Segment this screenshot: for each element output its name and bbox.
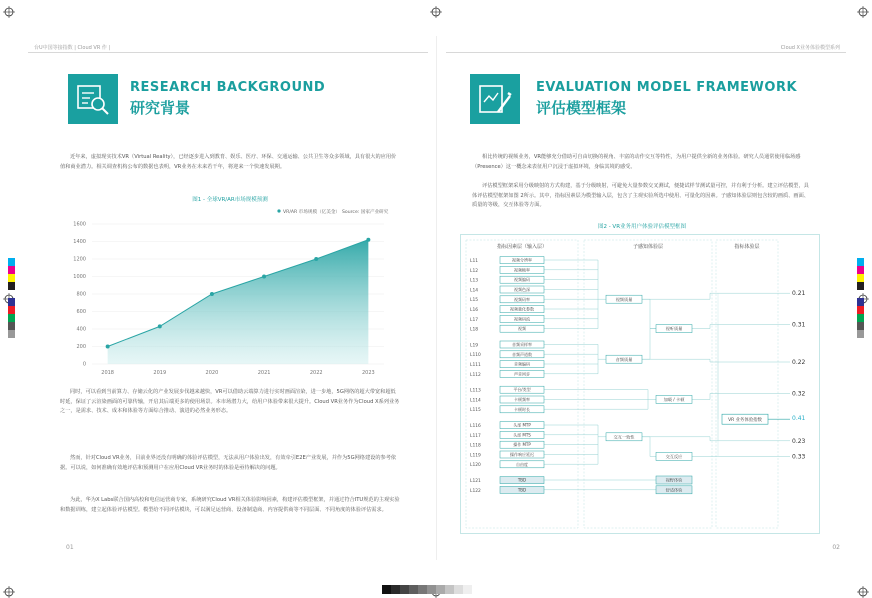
y-tick-label: 600 bbox=[76, 309, 86, 316]
factor-label: 操作响应延迟 bbox=[510, 452, 534, 457]
factor-label: 操作 MTP bbox=[513, 442, 531, 448]
page-number: 02 bbox=[832, 544, 840, 551]
header-rule bbox=[446, 52, 846, 53]
factor-label: 卡顿时长 bbox=[514, 406, 530, 412]
running-header: 台U中国等接指数 | Cloud VR 作 | bbox=[34, 45, 111, 51]
x-tick-label: 2019 bbox=[153, 370, 167, 376]
y-tick-label: 800 bbox=[76, 291, 86, 298]
sub-experience-label: 交互一致性 bbox=[613, 434, 635, 440]
connector bbox=[642, 437, 656, 457]
section-title-zh: 研究背景 bbox=[130, 99, 191, 117]
paragraph-approach: 为此，华为X Labs联合国内高校和电信运营商专家，系统研究Cloud VR相关体验影响因素，构建评估模型框架，并通过符合ITU规范的主观实验和数据训练，建立起体验评估模型。模型给不同评估模块，可以满足运营商、设备制造商、内容提供商等不同层面、不同角度的体验评估需求。 bbox=[60, 497, 400, 513]
registration-mark-icon bbox=[3, 583, 15, 595]
factor-id: L115 bbox=[470, 408, 481, 414]
figure-2-title: 图2 - VR业务用户体验评估模型框图 bbox=[597, 224, 687, 230]
x-tick-label: 2023 bbox=[361, 370, 375, 376]
factor-id: L113 bbox=[470, 388, 481, 394]
sub-experience-label: 视野体验 bbox=[665, 477, 683, 483]
market-size-chart bbox=[54, 204, 394, 379]
connector bbox=[692, 393, 790, 399]
column-header: 指标因素层（输入层） bbox=[496, 244, 548, 250]
sub-experience-label: 舒适体验 bbox=[665, 487, 683, 493]
data-point bbox=[262, 275, 266, 279]
factor-id: L13 bbox=[470, 278, 479, 284]
section-title-zh: 评估模型框架 bbox=[536, 99, 627, 117]
factor-label: 音频采样率 bbox=[512, 342, 532, 347]
y-tick-label: 1000 bbox=[73, 274, 86, 281]
factor-id: L15 bbox=[470, 298, 479, 304]
weight-value: 0.22 bbox=[792, 359, 806, 366]
factor-label: 视频量化参数 bbox=[510, 306, 534, 312]
weight-value: 0.32 bbox=[792, 390, 806, 398]
factor-label: 视频码流 bbox=[514, 316, 530, 322]
y-tick-label: 1400 bbox=[73, 239, 86, 246]
factor-id: L114 bbox=[470, 398, 481, 404]
factor-id: L16 bbox=[470, 308, 479, 313]
factor-id: L122 bbox=[470, 488, 481, 494]
factor-label: 头部 MTP bbox=[513, 422, 531, 428]
data-point bbox=[106, 345, 110, 349]
chart-source: Source: 国家产业研究 bbox=[342, 210, 389, 215]
factor-id: L118 bbox=[470, 443, 481, 449]
weight-value: 0.31 bbox=[792, 321, 806, 329]
legend-dot-icon bbox=[277, 209, 280, 212]
factor-id: L14 bbox=[470, 288, 479, 294]
factor-id: L111 bbox=[470, 363, 481, 368]
section-title-en: EVALUATION MODEL FRAMEWORK bbox=[536, 80, 798, 95]
factor-id: L17 bbox=[470, 317, 479, 323]
connector bbox=[642, 329, 656, 360]
factor-id: L121 bbox=[470, 479, 481, 484]
x-tick-label: 2018 bbox=[101, 370, 115, 376]
y-tick-label: 1600 bbox=[73, 221, 86, 228]
x-tick-label: 2021 bbox=[257, 370, 271, 376]
page-spine bbox=[436, 36, 437, 560]
data-point bbox=[314, 257, 318, 261]
weight-value: 0.21 bbox=[792, 290, 806, 298]
factor-id: L11 bbox=[470, 259, 479, 264]
figure-1-title: 图1 - 全球VR/AR市场规模预测 bbox=[192, 197, 268, 203]
sub-experience-label: 视频质量 bbox=[615, 296, 633, 302]
sub-experience-label: 视听质量 bbox=[665, 326, 683, 332]
connector bbox=[642, 299, 656, 328]
section-title-en: RESEARCH BACKGROUND bbox=[130, 80, 326, 95]
factor-label: 音频编码 bbox=[514, 361, 530, 367]
weight-value: 0.33 bbox=[792, 453, 806, 461]
factor-label: 自由度 bbox=[516, 461, 528, 467]
data-point bbox=[210, 292, 214, 296]
legend-label: VR/AR 市场规模（亿美金） bbox=[283, 210, 341, 215]
connector bbox=[692, 325, 790, 329]
research-icon bbox=[68, 74, 118, 124]
factor-label: 平台/类型 bbox=[513, 387, 531, 393]
factor-id: L119 bbox=[470, 453, 481, 459]
header-rule bbox=[28, 52, 428, 53]
factor-id: L19 bbox=[470, 343, 479, 349]
left-page bbox=[28, 36, 428, 560]
sub-experience-label: 加载 / 卡顿 bbox=[663, 397, 685, 402]
factor-label: 视频帧率 bbox=[514, 267, 530, 273]
registration-mark-icon bbox=[857, 3, 869, 15]
factor-id: L112 bbox=[470, 372, 481, 378]
sub-experience-label: 交互反应 bbox=[665, 454, 683, 459]
running-header: Cloud X业务体验模型系列 bbox=[780, 45, 840, 51]
right-page bbox=[446, 36, 846, 560]
column-header: 子感知体验层 bbox=[632, 244, 664, 250]
page-number: 01 bbox=[66, 544, 74, 551]
factor-id: L18 bbox=[470, 327, 479, 333]
evaluation-icon bbox=[470, 74, 520, 124]
registration-mark-icon bbox=[430, 3, 442, 15]
factor-id: L110 bbox=[470, 353, 481, 359]
factor-label: TBD bbox=[517, 477, 527, 483]
factor-id: L116 bbox=[470, 424, 481, 429]
factor-label: 音频声道数 bbox=[512, 351, 532, 357]
factor-id: L120 bbox=[470, 463, 481, 469]
area-fill bbox=[108, 240, 369, 364]
column-header: 指标体验层 bbox=[734, 244, 760, 250]
paragraph-intro: 近年来，虚拟现实技术VR（Virtual Reality），已经逐步进入到教育、娱乐、医疗、环保、交通运输、公共卫生等众多领域，具有很大的应用价值和商业潜力。相关调查机构公布的数据也表明，VR业务在未来若干年，将迎来一个快速发展期。 bbox=[60, 154, 397, 170]
weight-value: 0.23 bbox=[792, 437, 806, 445]
factor-label: 视频色深 bbox=[514, 287, 530, 292]
paragraph-problem: 然而，针对Cloud VR业务，目前业界还没有明确的体验评估模型，无法从用户体验出发，有效牵引E2E产业发展，并作为5G网络建设的参考依据。可以说，如何准确有效地评估和预测用户在应用Cloud VR业务时的体验是亟待解决的问题。 bbox=[60, 455, 397, 471]
sub-experience-label: 音频质量 bbox=[615, 356, 633, 362]
data-point bbox=[158, 324, 162, 328]
factor-label: 视频分辨率 bbox=[512, 257, 532, 263]
registration-mark-icon bbox=[857, 583, 869, 595]
factor-label: 头部 MTS bbox=[513, 432, 531, 438]
y-tick-label: 200 bbox=[76, 344, 86, 351]
weight-value: 0.41 bbox=[792, 415, 806, 423]
x-tick-label: 2022 bbox=[309, 370, 323, 376]
factor-label: 视频编码 bbox=[514, 277, 530, 283]
factor-id: L12 bbox=[470, 268, 479, 274]
evaluation-model-diagram bbox=[460, 234, 820, 534]
data-point bbox=[366, 238, 370, 242]
paragraph-cloud-rendering: 同时，可以看到当前算力、存储云化的产业发展步伐越来越快，VR可以借助云端算力进行实时画面渲染，进一步地，5G网络的超大带宽和超低时延，保证了云渲染画面的可靠传输，开启其后端更多的使用场景。本市场潜力大，给用户体验带来很大提升。Cloud VR业务作为Cloud X系列业务之一，是需求、技术、成本和体验等方面综合推动、演进的必然业务形态。 bbox=[60, 389, 400, 414]
x-tick-label: 2020 bbox=[205, 370, 219, 376]
y-tick-label: 0 bbox=[82, 361, 86, 368]
factor-id: L117 bbox=[470, 433, 481, 439]
chart-legend bbox=[277, 208, 388, 215]
factor-label: 视频 bbox=[518, 326, 526, 332]
paragraph-presence: 相比传统的视频业务，VR能够充分借助可自由切换的视角、丰富的动作交互等特性，为用户提供全新的业务体验。研究人员通常使用临场感（Presence）这一概念来表征用户沉浸于虚拟环境，身临其境的感受。 bbox=[472, 154, 801, 170]
y-tick-label: 400 bbox=[76, 326, 86, 333]
paragraph-framework: 评估模型框架采用分级映射的方式构建，基于分级映射，可避免大量参数交叉测试，便捷试样节测试量可控，并有利于分析。建立评估模型，具体评估模型框架如图 2所示。其中，指标因素层为模型输入层，包含了主观实验所选中使用、可量化的因素。子感知体验层则包含较的画质、画面、质量的等级，交互体验等方面。 bbox=[472, 183, 809, 208]
layer-column bbox=[716, 240, 778, 528]
factor-label: 卡顿频率 bbox=[514, 397, 530, 402]
y-tick-label: 1200 bbox=[73, 256, 86, 263]
factor-label: 视频码率 bbox=[514, 296, 530, 302]
factor-label: 声音同步 bbox=[514, 371, 530, 377]
registration-mark-icon bbox=[3, 3, 15, 15]
layer-column bbox=[584, 240, 712, 528]
output-index-label: VR 业务体验指数 bbox=[728, 417, 762, 423]
factor-label: TBD bbox=[517, 487, 527, 493]
